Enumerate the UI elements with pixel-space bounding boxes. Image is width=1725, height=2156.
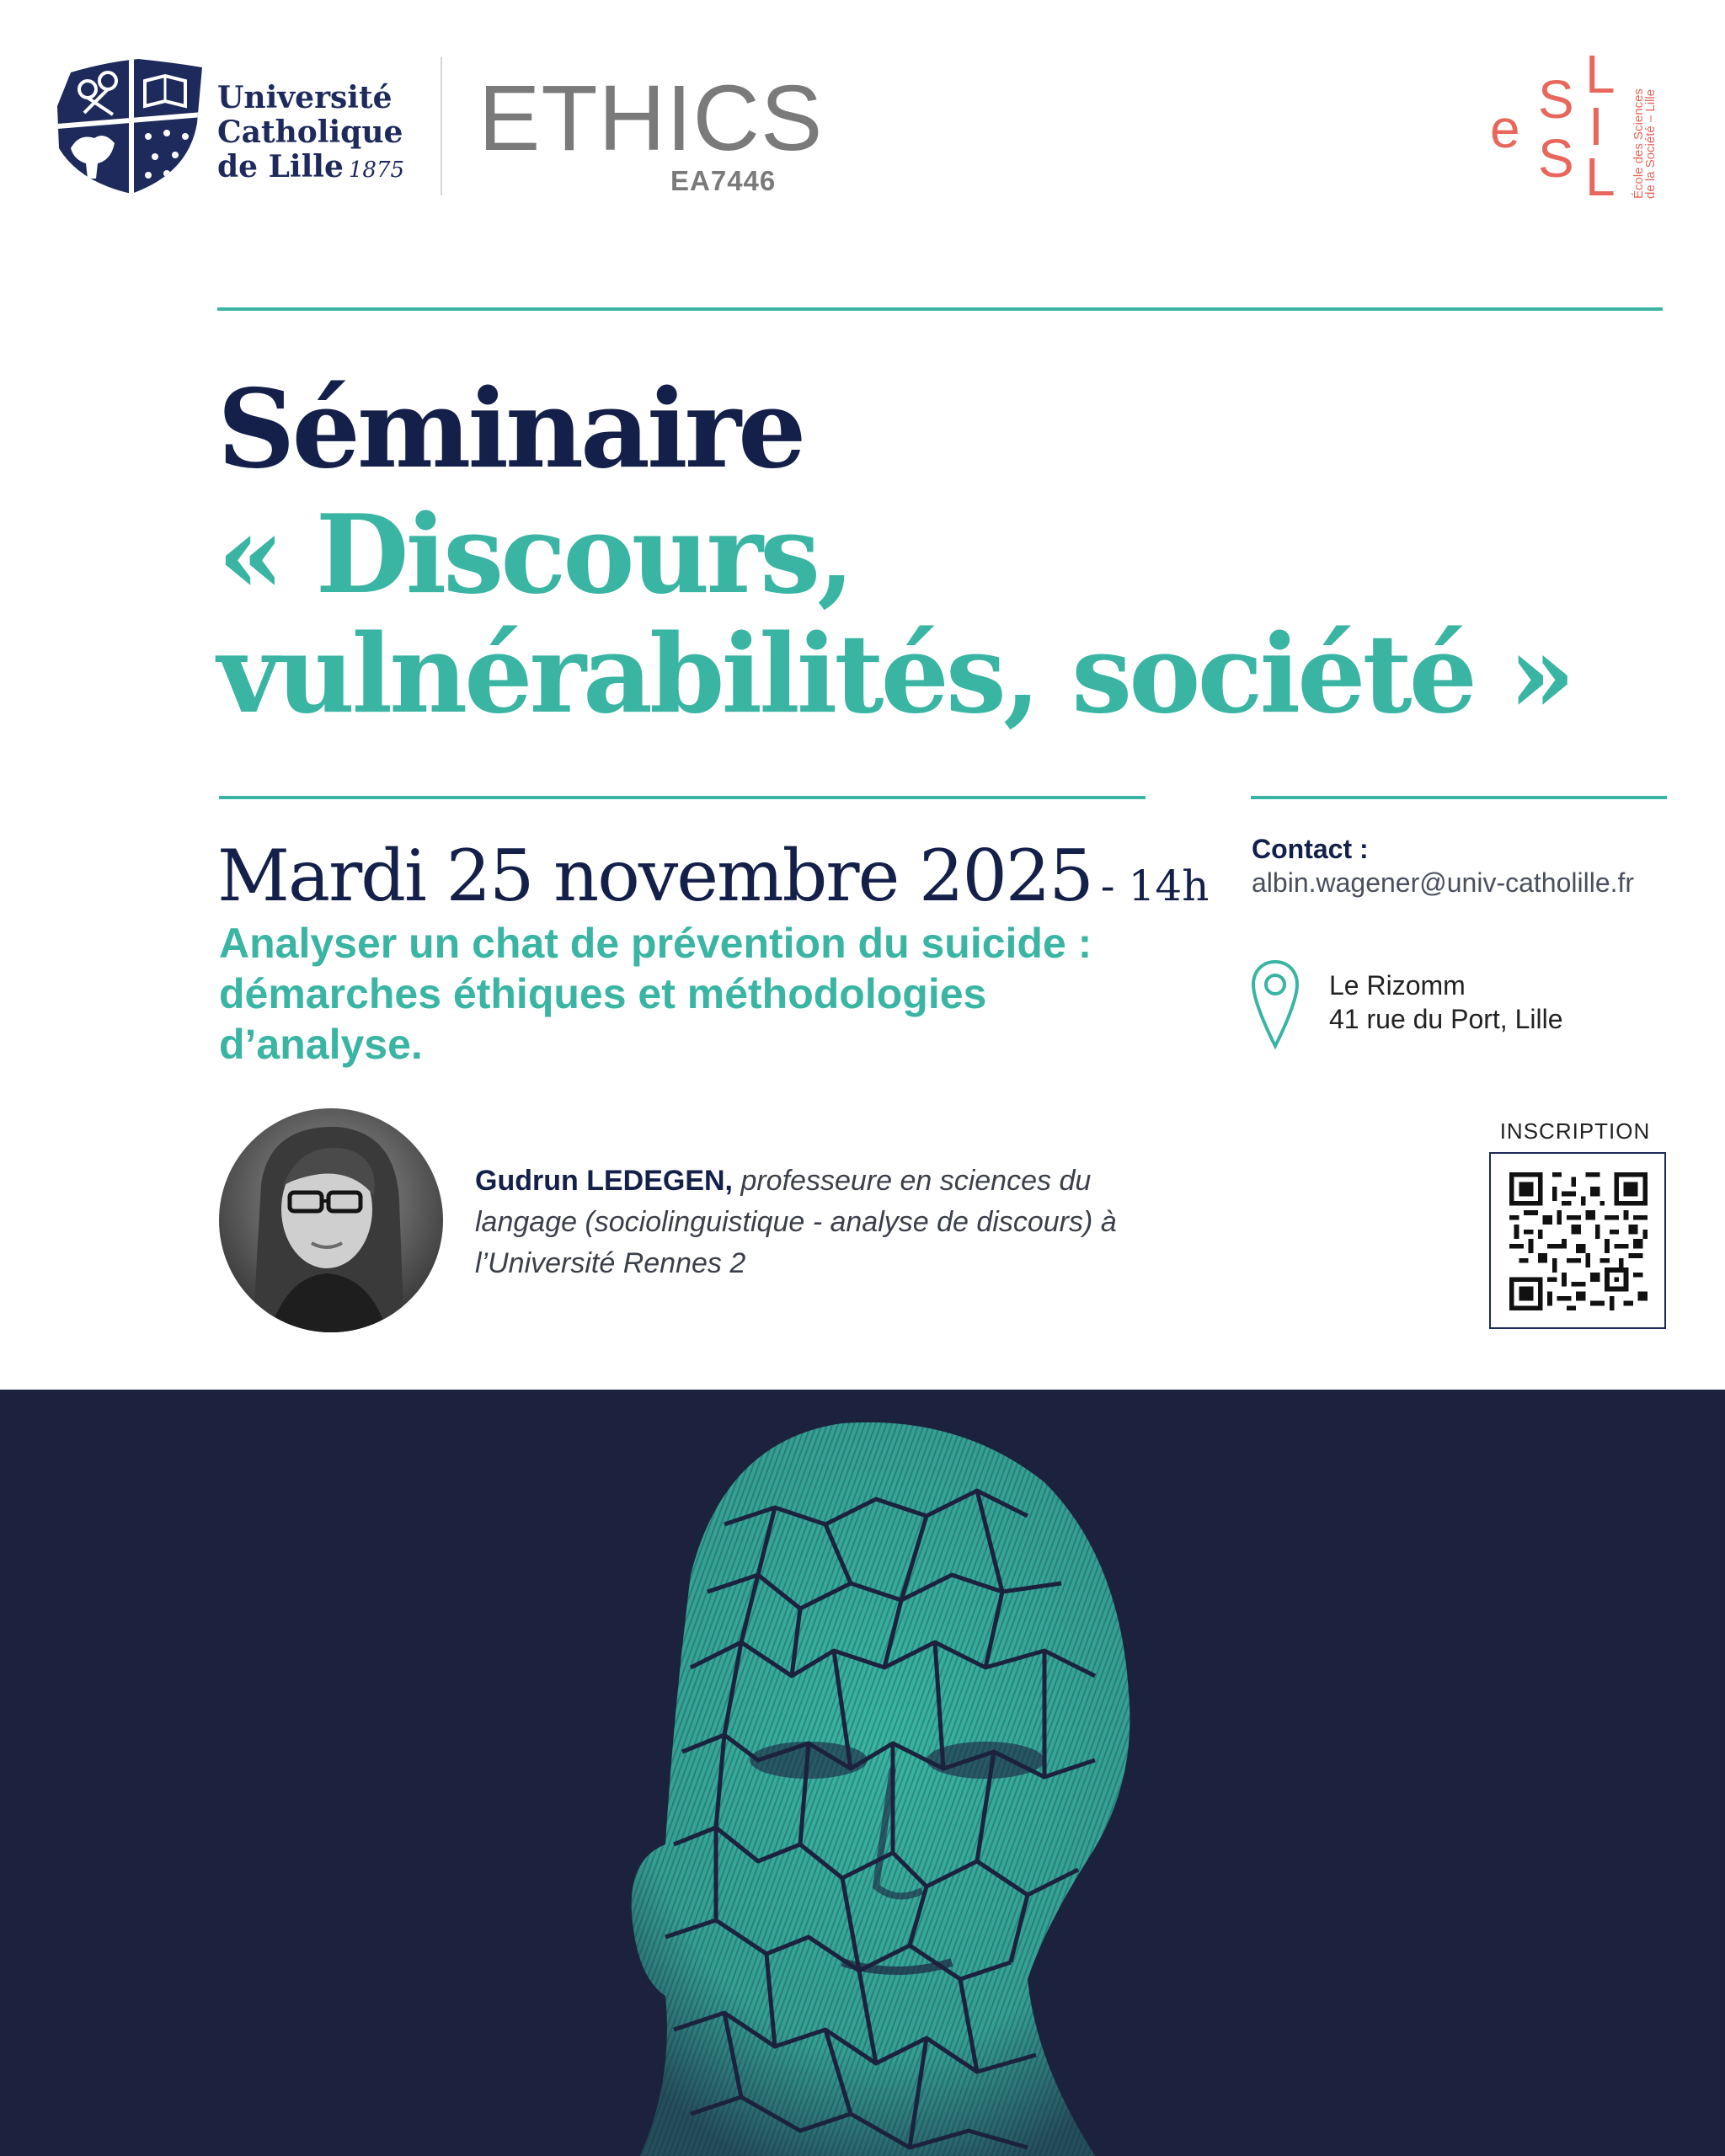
university-name-line2: Catholique bbox=[217, 115, 403, 150]
school-vertical-line1: École des Sciences bbox=[1632, 88, 1646, 199]
map-pin-icon bbox=[1250, 958, 1300, 1051]
qr-code-icon bbox=[1509, 1172, 1648, 1310]
university-name-line1: Université bbox=[217, 80, 393, 115]
school-logo-letter-s1: S bbox=[1538, 69, 1574, 130]
contact-label: Contact : bbox=[1252, 834, 1369, 864]
school-vertical-line2: de la Société – Lille bbox=[1643, 88, 1658, 199]
details-divider-left bbox=[219, 796, 1146, 799]
title-top-divider bbox=[217, 307, 1663, 311]
university-name-city: de Lille bbox=[217, 149, 344, 184]
speaker-bio bbox=[475, 1161, 1199, 1284]
registration-label: INSCRIPTION bbox=[1499, 1118, 1651, 1144]
school-logo-vertical-text bbox=[1632, 56, 1656, 199]
speaker-name: Gudrun LEDEGEN, bbox=[475, 1165, 733, 1197]
event-date-line bbox=[217, 834, 1209, 928]
hero-illustration bbox=[0, 1390, 1725, 2156]
registration-qr-code[interactable] bbox=[1489, 1152, 1666, 1329]
lab-logo-code: EA7446 bbox=[670, 165, 777, 196]
university-name-line3 bbox=[217, 150, 404, 188]
university-crest-logo bbox=[54, 56, 206, 197]
event-subtitle: Analyser un chat de prévention du suicide : démarches éthiques et méthodologies d’analyse. bbox=[219, 920, 1092, 1068]
school-logo-letter-s2: S bbox=[1538, 128, 1574, 189]
school-logo-letter-e: e bbox=[1490, 99, 1520, 159]
school-logo-letter-l1: L bbox=[1585, 44, 1616, 104]
seminar-title-label: Séminaire bbox=[217, 366, 804, 493]
speaker-description: professeure en sciences du langage (sociolinguistique - analyse de discours) à l’Université Rennes 2 bbox=[475, 1165, 1117, 1279]
school-logo bbox=[1482, 44, 1651, 207]
header-divider bbox=[441, 57, 442, 195]
speaker-photo bbox=[219, 1108, 443, 1332]
contact-email-link[interactable]: albin.wagener@univ-catholille.fr bbox=[1252, 867, 1635, 898]
event-time: - 14h bbox=[1100, 862, 1210, 910]
lab-logo-name: ETHICS bbox=[478, 67, 824, 170]
school-logo-letter-i: I bbox=[1589, 96, 1604, 157]
venue-address: 41 rue du Port, Lille bbox=[1329, 1004, 1563, 1034]
university-name bbox=[217, 81, 404, 188]
school-logo-letter-l2: L bbox=[1585, 147, 1616, 207]
university-founding-year: 1875 bbox=[348, 157, 405, 183]
venue-name: Le Rizomm bbox=[1329, 970, 1466, 1001]
event-date: Mardi 25 novembre 2025 bbox=[217, 835, 1092, 917]
seminar-title-name: « Discours, vulnérabilités, société » bbox=[217, 492, 1573, 738]
details-divider-right bbox=[1251, 796, 1667, 799]
